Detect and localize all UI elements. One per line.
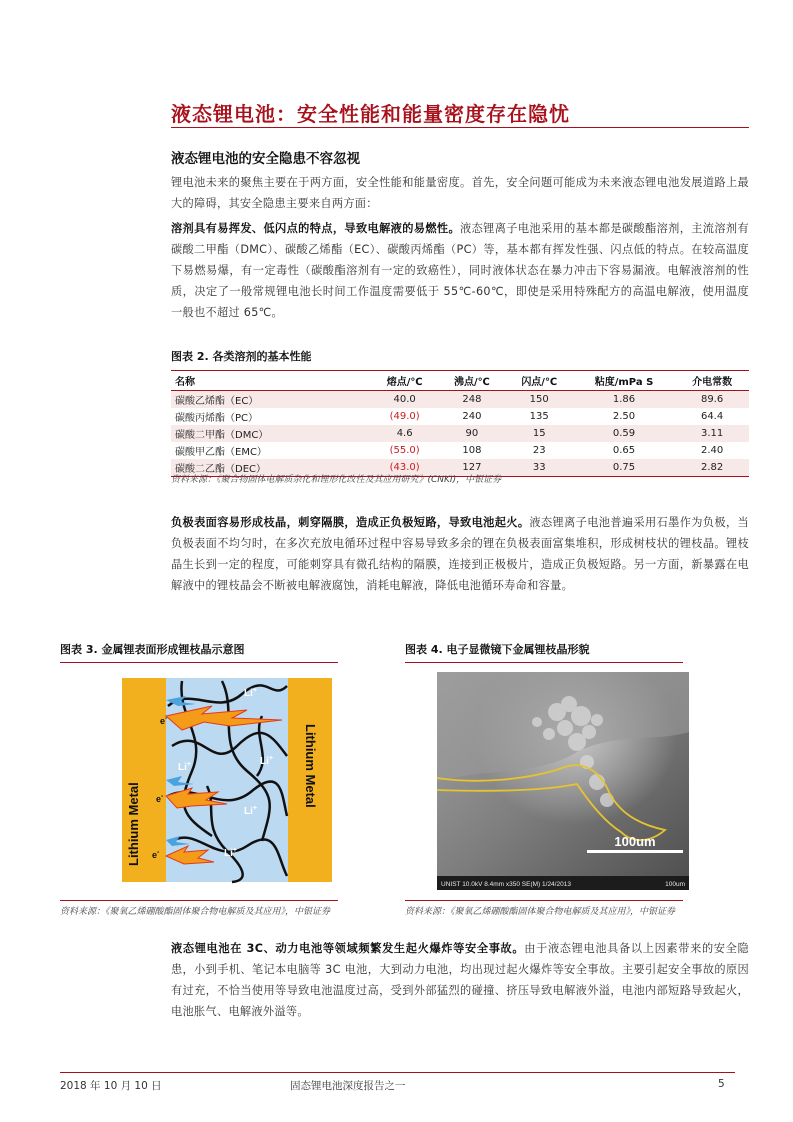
solvent-paragraph-lead: 溶剂具有易挥发、低闪点的特点，导致电解液的易燃性。	[171, 222, 461, 235]
footer-report-name: 固态锂电池深度报告之一	[290, 1080, 406, 1092]
cell-viscosity: 0.59	[573, 425, 675, 442]
electron-label-3: e-	[152, 849, 160, 860]
table-row	[171, 391, 749, 409]
cell-melting-point: (55.0)	[389, 445, 420, 456]
footer-date: 2018 年 10 月 10 日	[60, 1080, 162, 1092]
cell-melting-point: (43.0)	[371, 459, 438, 477]
footer-page-number: 5	[718, 1078, 725, 1090]
cell-name: 碳酸乙烯酯（EC）	[171, 391, 371, 409]
cell-boiling-point: 108	[462, 445, 482, 456]
cell-boiling-point: 248	[438, 391, 505, 409]
cell-dielectric: 2.40	[700, 445, 724, 456]
dendrite-paragraph	[171, 512, 749, 596]
electron-label-2: e-	[156, 793, 164, 804]
cell-dielectric: 64.4	[700, 411, 724, 422]
left-metal-label: Lithium Metal	[126, 782, 141, 866]
ion-label-3: Li+	[260, 755, 273, 767]
cell-name: 碳酸丙烯酯（PC）	[175, 413, 259, 424]
sem-meta-right: 100um	[665, 881, 685, 888]
dendrite-paragraph-body: 液态锂离子电池普遍采用石墨作为负极，当负极表面不均匀时，在多次充放电循环过程中容易导致多余的锂在负极表面富集堆积，形成树枝状的锂枝晶。锂枝晶生长到一定的程度，可能刺穿具有微孔结构的隔膜，连接到正极极片，造成正负极短路。另一方面，新暴露在电解液中的锂枝晶会不断被电解液腐蚀，消耗电解液，降低电池循环寿命和容量。	[171, 516, 749, 592]
table-row	[171, 425, 749, 442]
dendrite-diagram	[122, 676, 332, 886]
dendrite-paragraph-lead: 负极表面容易形成枝晶，刺穿隔膜，造成正负极短路，导致电池起火。	[171, 516, 530, 529]
col-header-boiling-point: 沸点/℃	[438, 371, 505, 391]
page-title: 液态锂电池：安全性能和能量密度存在隐忧	[171, 102, 570, 126]
figure3-bottom-rule	[60, 900, 338, 901]
ion-label-4: Li+	[244, 805, 257, 817]
cell-dielectric: 2.82	[675, 459, 749, 477]
cell-name: 碳酸二甲酯（DMC）	[171, 425, 371, 442]
col-header-viscosity: 粘度/mPa S	[573, 371, 675, 391]
table-source: 资料来源：《聚合物固体电解质杂化和锂形化改性及其应用研究》(CNKI)，中银证券	[171, 475, 502, 485]
cell-flash-point: 15	[506, 425, 573, 442]
figure4-source: 资料来源：《聚氧乙烯硼酸酯固体聚合物电解质及其应用》，中银证券	[405, 907, 676, 917]
accident-paragraph-body: 由于液态锂电池具备以上因素带来的安全隐患，小到手机、笔记本电脑等 3C 电池，大到动力电池，均出现过起火爆炸等安全事故。主要引起安全事故的原因有过充，不恰当使用等导致电池温度过高，受到外部猛烈的碰撞、挤压导致电解液外溢，电池内部短路导致起火，电池胀气、电解液外溢等。	[171, 942, 749, 1018]
cell-viscosity: 0.65	[612, 445, 636, 456]
figure3-source: 资料来源：《聚氧乙烯硼酸酯固体聚合物电解质及其应用》，中银证券	[60, 907, 331, 917]
figure4-bottom-rule	[405, 900, 683, 901]
cell-viscosity: 2.50	[612, 411, 636, 422]
cell-boiling-point: 240	[462, 411, 482, 422]
section-heading: 液态锂电池的安全隐患不容忽视	[171, 151, 360, 167]
cell-viscosity: 0.75	[573, 459, 675, 477]
col-header-dielectric: 介电常数	[675, 371, 749, 391]
table-header-row	[171, 371, 749, 391]
sem-micrograph	[437, 672, 689, 890]
cell-melting-point: (49.0)	[389, 411, 420, 422]
sem-meta-left: UNIST 10.0kV 8.4mm x350 SE(M) 1/24/2013	[441, 881, 571, 888]
electron-label-1: e-	[160, 715, 168, 726]
table-title: 图表 2. 各类溶剂的基本性能	[171, 350, 312, 363]
table-row	[171, 442, 749, 459]
cell-name: 碳酸二乙酯（DEC）	[171, 459, 371, 477]
cell-flash-point: 23	[532, 445, 546, 456]
accident-paragraph	[171, 938, 749, 1022]
cell-boiling-point: 90	[438, 425, 505, 442]
cell-boiling-point: 127	[438, 459, 505, 477]
ion-label-5: Li+	[224, 847, 237, 859]
title-divider	[171, 127, 749, 128]
table-row	[171, 408, 749, 425]
cell-viscosity: 1.86	[573, 391, 675, 409]
ion-label-1: Li+	[244, 687, 257, 699]
ion-label-2: Li+	[178, 761, 191, 773]
sem-scale-bar	[587, 850, 683, 853]
col-header-flash-point: 闪点/℃	[506, 371, 573, 391]
sem-scale-label: 100um	[614, 834, 656, 849]
footer-divider	[60, 1072, 735, 1073]
accident-paragraph-lead: 液态锂电池在 3C、动力电池等领域频繁发生起火爆炸等安全事故。	[171, 942, 525, 955]
intro-paragraph: 锂电池未来的聚焦主要在于两方面，安全性能和能量密度。首先，安全问题可能成为未来液态锂电池发展道路上最大的障碍，其安全隐患主要来自两方面：	[171, 176, 749, 210]
cell-dielectric: 3.11	[675, 425, 749, 442]
solvent-paragraph-body: 液态锂离子电池采用的基本都是碳酸酯溶剂，主流溶剂有碳酸二甲酯（DMC）、碳酸乙烯酯（EC）、碳酸丙烯酯（PC）等，基本都有挥发性强、闪点低的特点。在较高温度下易燃易爆，有一定毒性（碳酸酯溶剂有一定的致癌性），同时液体状态在暴力冲击下容易漏液。电解液溶剂的性质，决定了一般常规锂电池长时间工作温度需要低于 55℃-60℃，即使是采用特殊配方的高温电解液，使用温度一般也不超过 65℃。	[171, 222, 749, 319]
solvent-paragraph	[171, 218, 749, 323]
cell-dielectric: 89.6	[675, 391, 749, 409]
solvent-properties-table	[171, 370, 749, 477]
cell-flash-point: 135	[529, 411, 549, 422]
cell-name: 碳酸甲乙酯（EMC）	[175, 447, 267, 458]
col-header-name: 名称	[171, 371, 371, 391]
col-header-melting-point: 熔点/℃	[371, 371, 438, 391]
cell-flash-point: 33	[506, 459, 573, 477]
figure3-title: 图表 3. 金属锂表面形成锂枝晶示意图	[60, 641, 338, 663]
figure4-title: 图表 4. 电子显微镜下金属锂枝晶形貌	[405, 641, 683, 663]
cell-melting-point: 40.0	[371, 391, 438, 409]
right-metal-label: Lithium Metal	[303, 724, 318, 808]
cell-melting-point: 4.6	[371, 425, 438, 442]
cell-flash-point: 150	[506, 391, 573, 409]
